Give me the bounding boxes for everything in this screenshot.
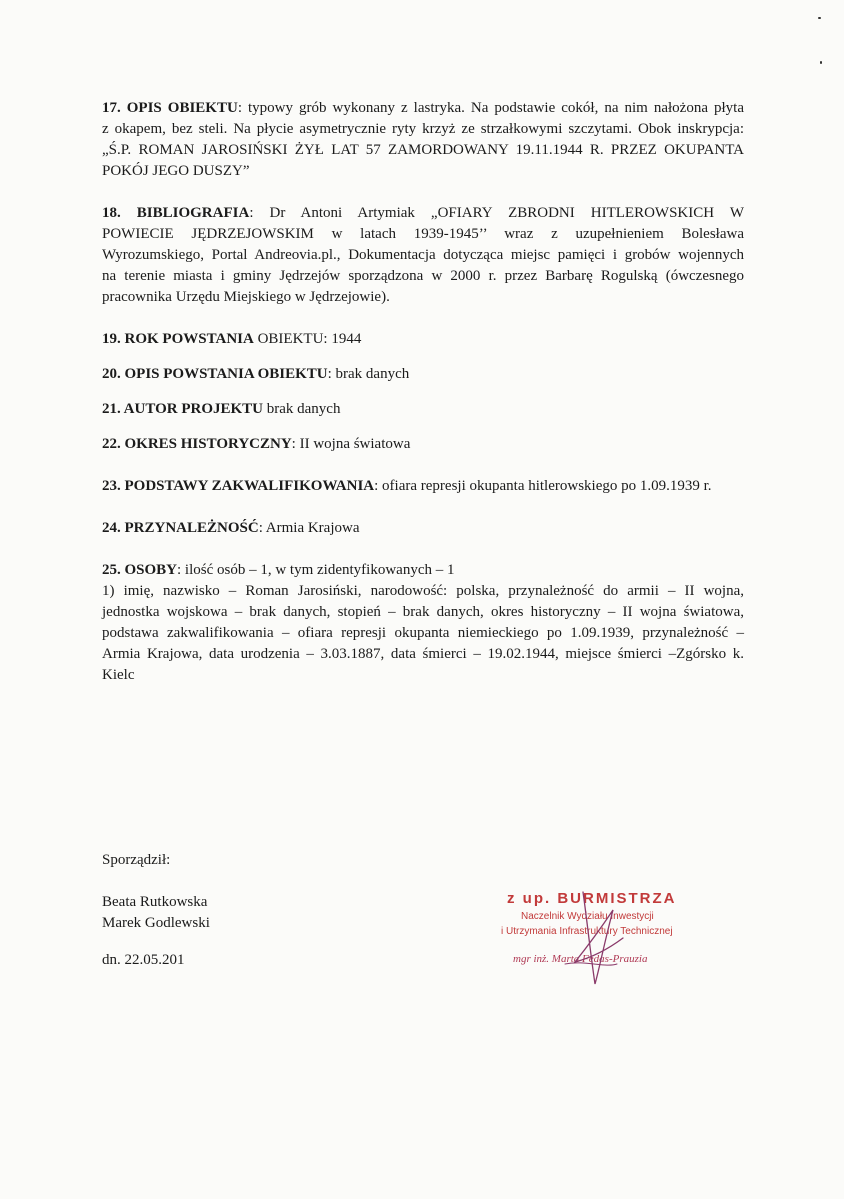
- section-text: Kielc: [102, 667, 135, 683]
- document-footer: [102, 850, 402, 971]
- section-text: jednostka wojskowa – brak danych, stopień – brak danych, okres historyczny – II wojna światowa,: [102, 604, 744, 620]
- section-text: POKÓJ JEGO DUSZY”: [102, 163, 250, 179]
- section-opis-powstania: [102, 364, 744, 385]
- scan-speck: [818, 17, 821, 19]
- section-text: na terenie miasta i gminy Jędrzejów sporządzona w 2000 r. przez Barbarę Rogulską (ówczesnego: [102, 268, 744, 284]
- section-label: 25. OSOBY: [102, 562, 178, 578]
- section-text: podstawa zakwalifikowania – ofiara represji okupanta niemieckiego po 1.09.1939, przynależność –: [102, 625, 744, 641]
- document-body: [102, 98, 744, 686]
- section-label: 20. OPIS POWSTANIA OBIEKTU: [102, 366, 328, 382]
- section-osoby: [102, 560, 744, 686]
- section-text: : II wojna światowa: [291, 436, 411, 452]
- prepared-by-label: Sporządził:: [102, 852, 171, 868]
- section-label: 22. OKRES HISTORYCZNY: [102, 436, 292, 452]
- section-text: : Dr Antoni Artymiak „OFIARY ZBRODNI HITLEROWSKICH W: [249, 205, 744, 221]
- section-rok-powstania: [102, 329, 744, 350]
- section-text: : ilość osób – 1, w tym zidentyfikowanych – 1: [177, 562, 455, 578]
- section-text: pracownika Urzędu Miejskiego w Jędrzejowie).: [102, 289, 390, 305]
- official-stamp: [495, 880, 715, 990]
- stamp-line: i Utrzymania Infrastruktury Technicznej: [501, 926, 673, 937]
- section-text: z okapem, bez steli. Na płycie asymetrycznie ryty krzyż ze strzałkowymi szczytami. Obok inskrypcja:: [102, 121, 744, 137]
- author-name: Marek Godlewski: [102, 915, 210, 931]
- section-bibliografia: [102, 203, 744, 308]
- section-text: brak danych: [263, 401, 341, 417]
- section-label: 23. PODSTAWY ZAKWALIFIKOWANIA: [102, 478, 375, 494]
- section-text: Armia Krajowa, data urodzenia – 3.03.1887, data śmierci – 19.02.1944, miejsce śmierci –Zgórsko k.: [102, 646, 744, 662]
- stamp-line: z up. BURMISTRZA: [507, 890, 677, 907]
- section-label: 18. BIBLIOGRAFIA: [102, 205, 250, 221]
- section-text: : brak danych: [327, 366, 410, 382]
- section-text: OBIEKTU: 1944: [253, 331, 362, 347]
- section-przynaleznosc: [102, 518, 744, 539]
- section-text: Wyrozumskiego, Portal Andreovia.pl., Dokumentacja dotycząca miejsc pamięci i grobów wojennych: [102, 247, 744, 263]
- section-podstawy-zakwalifikowania: [102, 476, 744, 497]
- section-label: 21. AUTOR PROJEKTU: [102, 401, 263, 417]
- author-name: Beata Rutkowska: [102, 894, 208, 910]
- stamp-line: Naczelnik Wydziału Inwestycji: [521, 911, 654, 922]
- section-text: 1) imię, nazwisko – Roman Jarosiński, narodowość: polska, przynależność do armii – II wojna,: [102, 583, 744, 599]
- section-text: : Armia Krajowa: [258, 520, 360, 536]
- section-text: „Ś.P. ROMAN JAROSIŃSKI ŻYŁ LAT 57 ZAMORDOWANY 19.11.1944 R. PRZEZ OKUPANTA: [102, 142, 744, 158]
- section-text: : ofiara represji okupanta hitlerowskiego po 1.09.1939 r.: [374, 478, 712, 494]
- section-text: : typowy grób wykonany z lastryka. Na podstawie cokół, na nim nałożona płyta: [237, 100, 745, 116]
- section-autor-projektu: [102, 399, 744, 420]
- section-okres-historyczny: [102, 434, 744, 455]
- section-label: 19. ROK POWSTANIA: [102, 331, 254, 347]
- section-label: 17. OPIS OBIEKTU: [102, 100, 238, 116]
- section-opis-obiektu: [102, 98, 744, 182]
- section-label: 24. PRZYNALEŻNOŚĆ: [102, 520, 259, 536]
- document-date: dn. 22.05.201: [102, 952, 185, 968]
- signature-icon: [495, 880, 715, 990]
- section-text: POWIECIE JĘDRZEJOWSKIM w latach 1939-1945’’ wraz z uzupełnieniem Bolesława: [102, 226, 744, 242]
- scan-speck: [820, 61, 822, 64]
- stamp-line: mgr inż. Marta Fedas-Prauzia: [513, 953, 648, 965]
